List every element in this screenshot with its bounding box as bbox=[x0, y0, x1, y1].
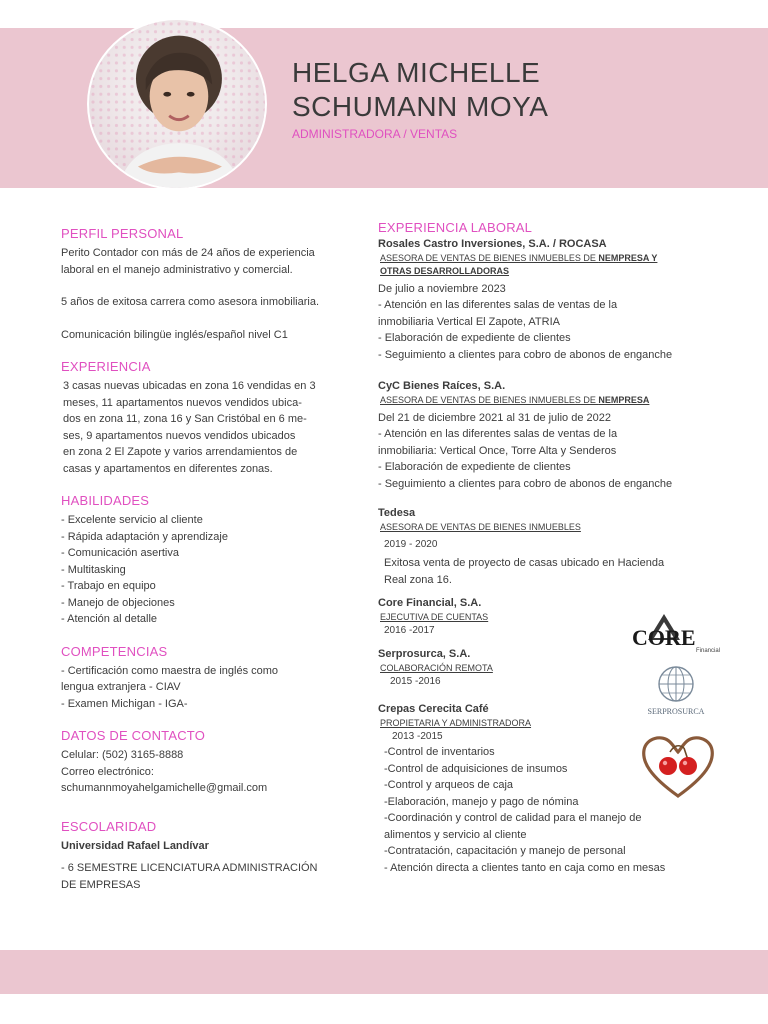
job-entry-tedesa bbox=[378, 506, 708, 588]
experiencia-line: meses, 11 apartamentos nuevos vendidos ubica- bbox=[63, 396, 302, 409]
core-logo-subtext: Financial bbox=[696, 648, 721, 654]
job-duty: -Coordinación y control de calidad para el manejo de alimentos y servicio al cliente bbox=[384, 812, 642, 841]
section-title-competencias: COMPETENCIAS bbox=[61, 643, 168, 659]
name-line-2: SCHUMANN MOYA bbox=[292, 91, 549, 122]
job-duty: - Atención en las diferentes salas de ventas de la inmobiliaria Vertical El Zapote, ATRIA bbox=[378, 299, 618, 328]
job-position: COLABORACIÓN REMOTA bbox=[380, 663, 493, 673]
competencia-item: - Examen Michigan - IGA- bbox=[61, 697, 188, 710]
candidate-role: ADMINISTRADORA / VENTAS bbox=[292, 127, 458, 141]
experiencia-line: en zona 2 El Zapote y varios arrendamientos de bbox=[63, 446, 298, 458]
section-title-experiencia: EXPERIENCIA bbox=[61, 359, 151, 374]
job-period: 2016 -2017 bbox=[384, 625, 435, 636]
contact-phone: Celular: (502) 3165-8888 bbox=[61, 749, 184, 761]
left-column bbox=[61, 226, 346, 909]
section-title-laboral: EXPERIENCIA LABORAL bbox=[378, 220, 533, 235]
habilidad-item: - Manejo de objeciones bbox=[61, 596, 175, 609]
school-detail: - 6 SEMESTRE LICENCIATURA ADMINISTRACIÓN DE EMPRESAS bbox=[61, 862, 318, 891]
job-duty: -Control de inventarios bbox=[384, 746, 495, 758]
job-period: 2013 -2015 bbox=[392, 731, 443, 742]
habilidad-item: - Trabajo en equipo bbox=[61, 580, 156, 592]
school-name: Universidad Rafael Landívar bbox=[61, 839, 209, 852]
experiencia-line: dos en zona 11, zona 16 y San Cristóbal en 6 me- bbox=[63, 413, 307, 425]
footer-band bbox=[0, 950, 768, 994]
job-duty: - Seguimiento a clientes para cobro de abonos de enganche bbox=[378, 348, 673, 361]
section-title-contacto: DATOS DE CONTACTO bbox=[61, 728, 206, 743]
job-duty: -Control de adquisiciones de insumos bbox=[384, 762, 568, 775]
experiencia-line: 3 casas nuevas ubicadas en zona 16 vendidas en 3 bbox=[63, 380, 316, 392]
habilidad-item: - Comunicación asertiva bbox=[61, 547, 179, 559]
competencia-item: - Certificación como maestra de inglés como lengua extranjera - CIAV bbox=[61, 664, 279, 693]
cerecita-heart-logo bbox=[640, 732, 716, 800]
job-position: EJECUTIVA DE CUENTAS bbox=[380, 612, 489, 622]
portrait-illustration bbox=[89, 20, 265, 188]
habilidad-item: - Multitasking bbox=[61, 563, 126, 576]
core-logo-text: CORE bbox=[632, 625, 696, 650]
job-position: ASESORA DE VENTAS DE BIENES INMUEBLES DE NEMPRESA Y OTRAS DESARROLLADORAS bbox=[380, 253, 658, 276]
job-entry-cyc bbox=[378, 379, 708, 492]
job-company: CyC Bienes Raíces, S.A. bbox=[378, 380, 506, 392]
job-period: Del 21 de diciembre 2021 al 31 de julio de 2022 bbox=[378, 412, 611, 424]
cherry-icon bbox=[679, 757, 697, 775]
section-experiencia bbox=[61, 359, 346, 477]
job-duty: - Atención directa a clientes tanto en caja como en mesas bbox=[384, 861, 666, 874]
perfil-paragraph-3: Comunicación bilingüe inglés/español nivel C1 bbox=[61, 328, 288, 341]
core-financial-logo bbox=[630, 612, 725, 654]
habilidad-item: - Atención al detalle bbox=[61, 613, 158, 625]
section-title-perfil: PERFIL PERSONAL bbox=[61, 226, 184, 241]
habilidad-item: - Excelente servicio al cliente bbox=[61, 514, 203, 526]
job-duty: -Elaboración, manejo y pago de nómina bbox=[384, 795, 579, 808]
section-habilidades bbox=[61, 493, 346, 628]
job-duty: Exitosa venta de proyecto de casas ubicado en Hacienda Real zona 16. bbox=[384, 557, 665, 586]
section-competencias bbox=[61, 644, 346, 713]
job-position: PROPIETARIA Y ADMINISTRADORA bbox=[380, 718, 532, 728]
job-period: 2019 - 2020 bbox=[384, 539, 438, 550]
contact-email[interactable]: schumannmoyahelgamichelle@gmail.com bbox=[61, 782, 268, 794]
job-entry-rocasa bbox=[378, 237, 708, 363]
section-title-escolaridad: ESCOLARIDAD bbox=[61, 818, 157, 834]
job-period: De julio a noviembre 2023 bbox=[378, 283, 506, 295]
profile-photo bbox=[87, 18, 267, 190]
job-company: Rosales Castro Inversiones, S.A. / ROCASA bbox=[378, 238, 607, 250]
job-position: ASESORA DE VENTAS DE BIENES INMUEBLES DE NEMPRESA bbox=[380, 395, 650, 405]
job-duty: - Elaboración de expediente de clientes bbox=[378, 332, 571, 344]
heart-icon bbox=[644, 738, 713, 796]
section-perfil bbox=[61, 226, 346, 343]
job-period: 2015 -2016 bbox=[390, 676, 441, 687]
contact-email-label: Correo electrónico: bbox=[61, 765, 154, 778]
section-contacto bbox=[61, 728, 346, 797]
candidate-name bbox=[292, 56, 548, 124]
section-escolaridad bbox=[61, 819, 346, 894]
job-company: Crepas Cerecita Café bbox=[378, 703, 489, 715]
serpro-logo-text: SERPROSURCA bbox=[647, 707, 705, 716]
job-position: ASESORA DE VENTAS DE BIENES INMUEBLES bbox=[380, 522, 581, 532]
habilidad-item: - Rápida adaptación y aprendizaje bbox=[61, 530, 228, 543]
job-duty: - Atención en las diferentes salas de ventas de la inmobiliaria: Vertical Once, Torre Alta y Senderos bbox=[378, 428, 618, 457]
job-company: Core Financial, S.A. bbox=[378, 597, 482, 609]
serprosurca-logo bbox=[634, 664, 719, 720]
job-duty: - Seguimiento a clientes para cobro de abonos de enganche bbox=[378, 477, 673, 490]
job-duty: -Contratación, capacitación y manejo de personal bbox=[384, 845, 626, 857]
perfil-paragraph-1: Perito Contador con más de 24 años de experiencia laboral en el manejo administrativo y comercial. bbox=[61, 247, 315, 276]
job-duty: -Control y arqueos de caja bbox=[384, 779, 514, 791]
experiencia-line: ses, 9 apartamentos nuevos vendidos ubicados bbox=[63, 429, 296, 442]
job-company: Serprosurca, S.A. bbox=[378, 648, 471, 660]
section-title-habilidades: HABILIDADES bbox=[61, 493, 150, 508]
job-company: Tedesa bbox=[378, 507, 416, 519]
experiencia-line: casas y apartamentos en diferentes zonas. bbox=[63, 462, 273, 475]
name-line-1: HELGA MICHELLE bbox=[292, 57, 541, 88]
perfil-paragraph-2: 5 años de exitosa carrera como asesora inmobiliaria. bbox=[61, 296, 320, 308]
cherry-icon bbox=[659, 757, 677, 775]
job-duty: - Elaboración de expediente de clientes bbox=[378, 461, 571, 473]
